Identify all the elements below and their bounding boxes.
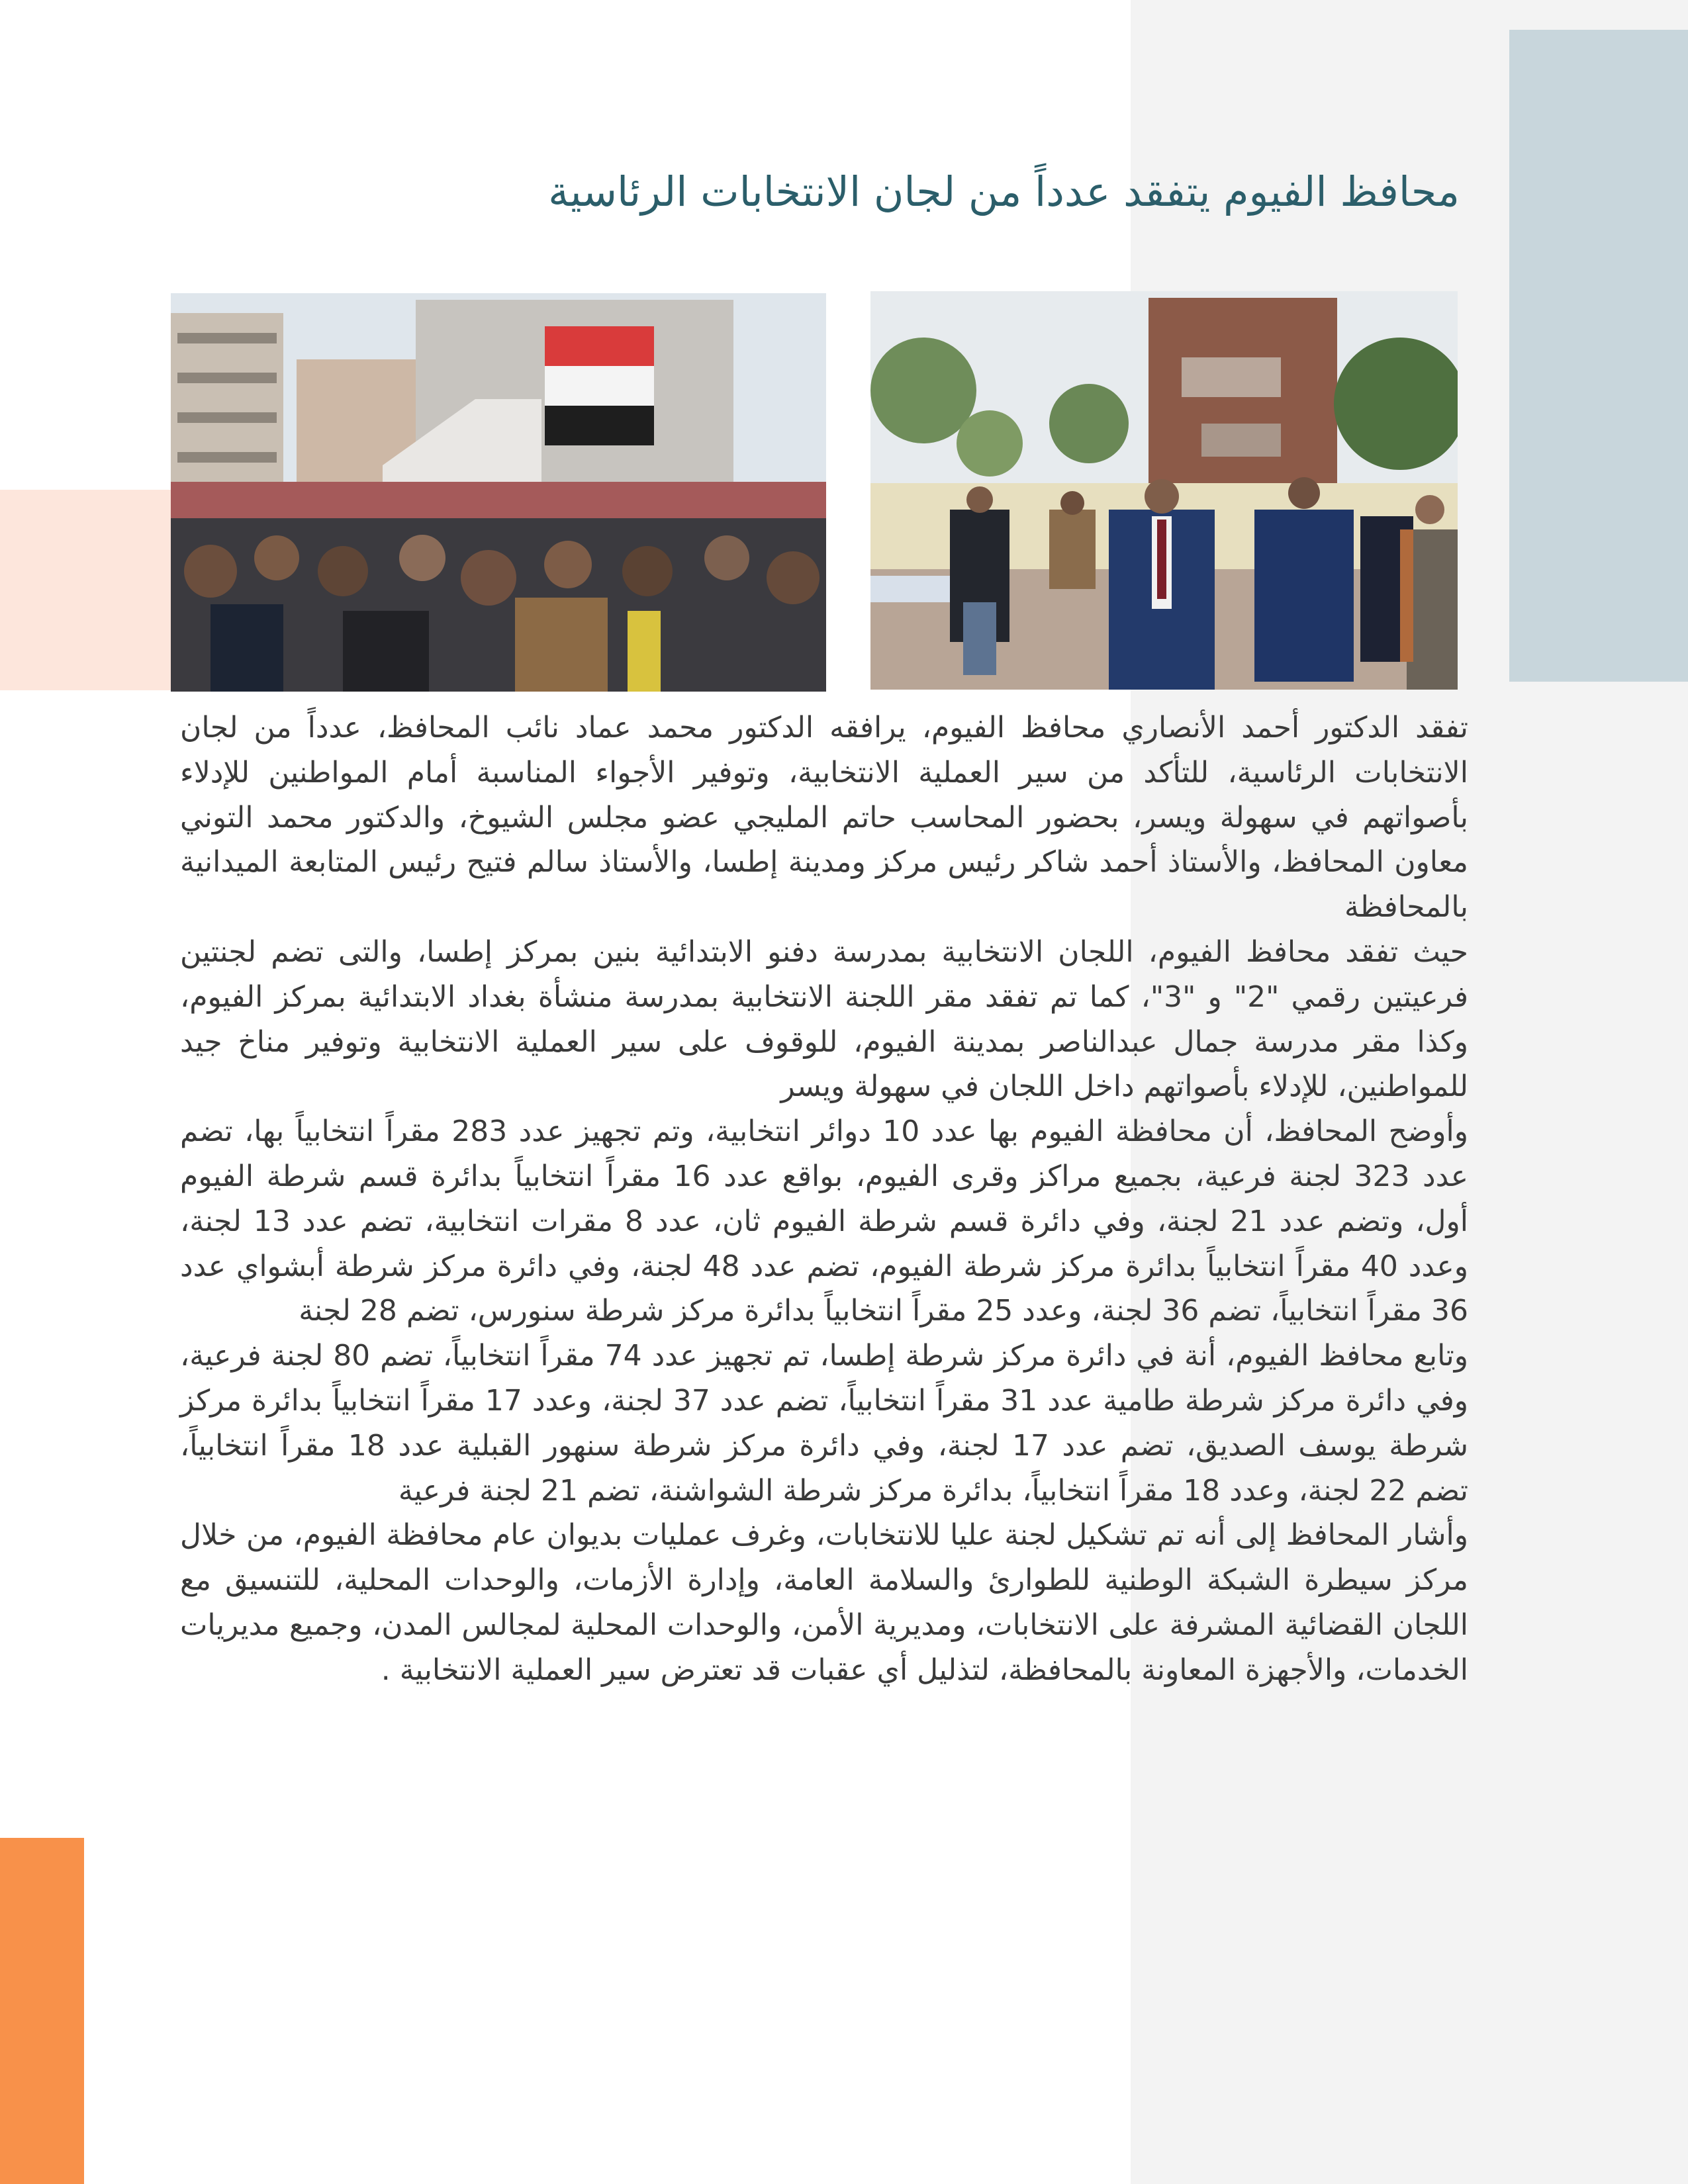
paragraph: تفقد الدكتور أحمد الأنصاري محافظ الفيوم، يرافقه الدكتور محمد عماد نائب المحافظ، عدداً من لجان الانتخابات الرئاسية، للتأكد من سير العملية الانتخابية، وتوفير الأجواء المناسبة أمام المواطنين للإدلاء بأصواتهم في سهولة ويسر، بحضور المحاسب حاتم المليجي عضو مجلس الشيوخ، والدكتور محمد التوني معاون المحافظ، والأستاذ أحمد شاكر رئيس مركز ومدينة إطسا، والأستاذ سالم فتيح رئيس المتابعة الميدانية بالمحافظة [180, 711, 1468, 925]
photo-crowd [171, 293, 826, 692]
paragraph: وتابع محافظ الفيوم، أنة في دائرة مركز شرطة إطسا، تم تجهيز عدد 74 مقراً انتخابياً، تضم 80 لجنة فرعية، وفي دائرة مركز شرطة طامية عدد 31 مقراً انتخابياً، تضم عدد 37 لجنة، وعدد 17 مقراً انتخابياً بدائرة مركز شرطة يوسف الصديق، تضم عدد 17 لجنة، وفي دائرة مركز شرطة سنهور القبلية عدد 18 مقراً انتخابياً، تضم 22 لجنة، وعدد 18 مقراً انتخابياً، بدائرة مركز شرطة الشواشنة، تضم 21 لجنة فرعية [180, 1339, 1469, 1508]
photo-crowd-at-polling-station-icon [171, 293, 826, 692]
paragraph: حيث تفقد محافظ الفيوم، اللجان الانتخابية بمدرسة دفنو الابتدائية بنين بمركز إطسا، والتى تضم لجنتين فرعيتين رقمي "2" و "3"، كما تم تفقد مقر اللجنة الانتخابية بمدرسة منشأة بغداد الابتدائية بمركز الفيوم، وكذا مقر مدرسة جمال عبدالناصر بمدينة الفيوم، للوقوف على سير العملية الانتخابية وتوفير مناخ جيد للمواطنين، للإدلاء بأصواتهم داخل اللجان في سهولة ويسر [180, 934, 1468, 1104]
photo-governor [870, 291, 1458, 690]
article-body [180, 705, 1468, 1693]
decorative-peach-block [0, 490, 171, 690]
article-title: محافظ الفيوم يتفقد عدداً من لجان الانتخابات الرئاسية [548, 167, 1460, 216]
decorative-blue-block [1509, 30, 1688, 682]
decorative-orange-block [0, 1838, 84, 2184]
paragraph: وأشار المحافظ إلى أنه تم تشكيل لجنة عليا للانتخابات، وغرف عمليات بديوان عام محافظة الفيوم، من خلال مركز سيطرة الشبكة الوطنية للطوارئ والسلامة العامة، وإدارة الأزمات، والوحدات المحلية، للتنسيق مع اللجان القضائية المشرفة على الانتخابات، ومديرية الأمن، والوحدات المحلية لمجالس المدن، وجميع مديريات الخدمات، والأجهزة المعاونة بالمحافظة، لتذليل أي عقبات قد تعترض سير العملية الانتخابية . [180, 1518, 1468, 1687]
photo-governor-walking-with-officials-icon [870, 291, 1458, 690]
paragraph: وأوضح المحافظ، أن محافظة الفيوم بها عدد 10 دوائر انتخابية، وتم تجهيز عدد 283 مقراً انتخابياً بها، تضم عدد 323 لجنة فرعية، بجميع مراكز وقرى الفيوم، بواقع عدد 16 مقراً انتخابياً بدائرة قسم شرطة الفيوم أول، وتضم عدد 21 لجنة، وفي دائرة قسم شرطة الفيوم ثان، عدد 8 مقرات انتخابية، تضم عدد 13 لجنة، وعدد 40 مقراً انتخابياً بدائرة مركز شرطة الفيوم، تضم عدد 48 لجنة، وفي دائرة مركز شرطة أبشواي عدد 36 مقراً انتخابياً، تضم 36 لجنة، وعدد 25 مقراً انتخابياً بدائرة مركز شرطة سنورس، تضم 28 لجنة [180, 1115, 1468, 1328]
